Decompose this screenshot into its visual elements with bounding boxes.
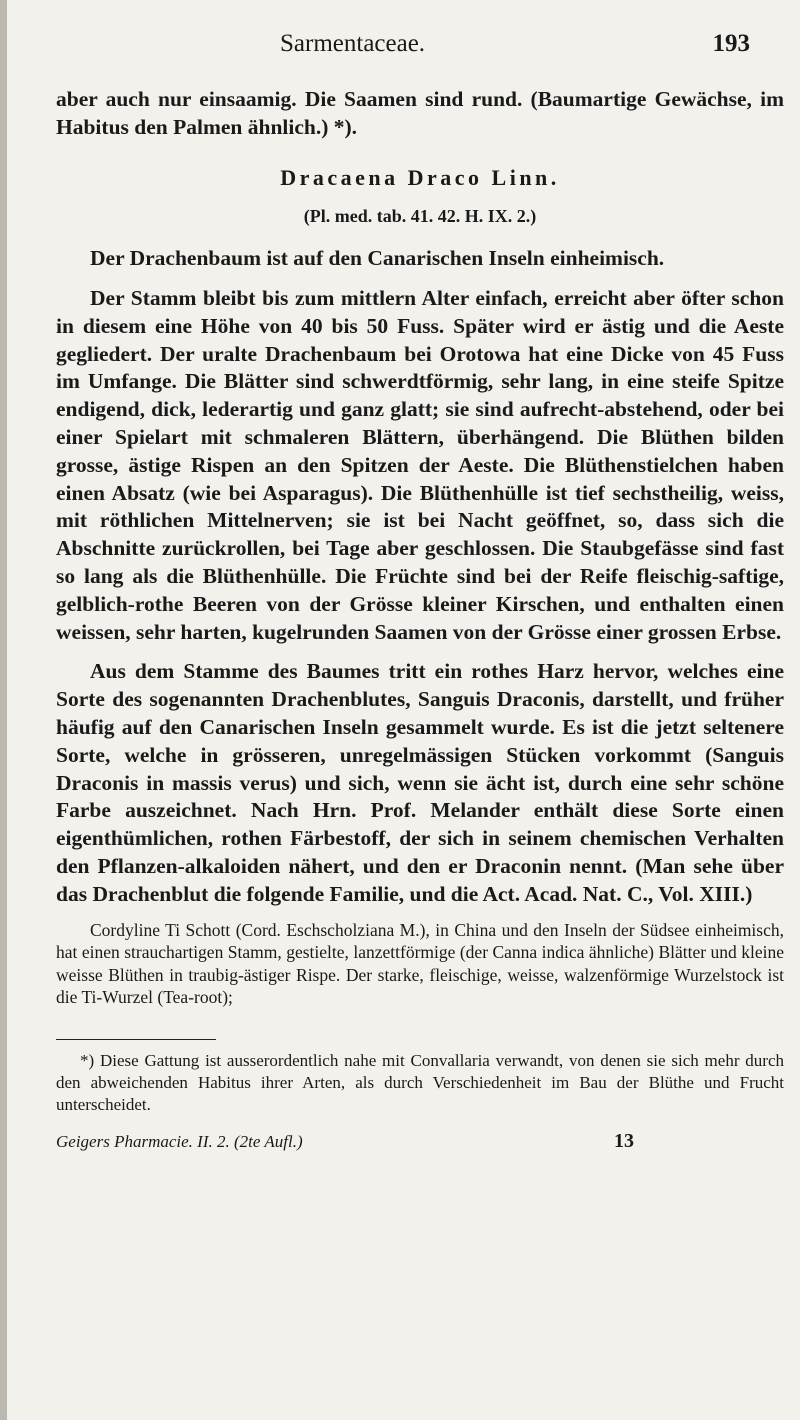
page-body (56, 86, 784, 1155)
footnote-rule (56, 1039, 216, 1040)
page-number: 193 (712, 30, 750, 57)
running-header (280, 30, 750, 58)
intro-paragraph: aber auch nur einsaamig. Die Saamen sind rund. (Baumartige Gewächse, im Habitus den Palmen ähnlich.) *). (56, 87, 784, 139)
species-heading: Dracaena Draco Linn. (280, 164, 560, 190)
paragraph-cordyline: Cordyline Ti Schott (Cord. Eschscholziana M.), in China und den Inseln der Südsee einheimisch, hat einen strauchartigen Stamm, gestielte, lanzettförmige (der Canna indica ähnliche) Blätter und kleine weisse Blüthen in traubig-ästiger Rispe. Der starke, fleischige, weisse, walzenförmige Wurzelstock ist die Ti-Wurzel (Tea-root); (56, 919, 784, 1008)
footer-source: Geigers Pharmacie. II. 2. (2te Aufl.) (56, 1131, 303, 1151)
paragraph-dragon-blood: Aus dem Stamme des Baumes tritt ein rothes Harz hervor, welches eine Sorte des sogenannten Drachenblutes, Sanguis Draconis, darstellt, und früher häufig auf den Canarischen Inseln gesammelt wurde. Es ist die jetzt seltenere Sorte, welche in grösseren, unregelmässigen Stücken vorkommt (Sanguis Draconis in massis verus) und sich, wenn sie ächt ist, durch eine sehr schöne Farbe auszeichnet. Nach Hrn. Prof. Melander enthält diese Sorte einen eigenthümlichen, rothen Färbestoff, der sich in seinem chemischen Verhalten den Pflanzen-alkaloiden nähert, und den er Draconin nennt. (Man sehe über das Drachenblut die folgende Familie, und die Act. Acad. Nat. C., Vol. XIII.) (56, 659, 784, 906)
paragraph-habitat: Der Drachenbaum ist auf den Canarischen Inseln einheimisch. (90, 246, 665, 271)
header-title: Sarmentaceae. (280, 30, 426, 57)
page-edge (0, 0, 7, 1420)
signature-mark: 13 (614, 1129, 634, 1152)
plate-reference: (Pl. med. tab. 41. 42. H. IX. 2.) (303, 206, 537, 227)
footnote: *) Diese Gattung ist ausserordentlich nahe mit Convallaria verwandt, von denen sie sich mehr durch den abweichenden Habitus ihrer Arten, als durch Verschiedenheit im Bau der Blüthe und Frucht unterscheidet. (56, 1050, 784, 1114)
paragraph-description: Der Stamm bleibt bis zum mittlern Alter einfach, erreicht aber öfter schon in diesem eine Höhe von 40 bis 50 Fuss. Später wird er ästig und die Aeste gegliedert. Der uralte Drachenbaum bei Orotowa hat eine Dicke von 45 Fuss im Umfange. Die Blätter sind schwerdtförmig, sehr lang, in eine steife Spitze endigend, dick, lederartig und ganz glatt; sie sind aufrecht-abstehend, oder bei einer Spielart mit schmaleren Blättern, überhängend. Die Blüthen bilden grosse, ästige Rispen an den Spitzen der Aeste. Die Blüthenstielchen haben einen Absatz (wie bei Asparagus). Die Blüthenhülle ist tief sechstheilig, weiss, mit röthlichen Mittelnerven; sie ist bei Nacht geöffnet, so, dass sich die Abschnitte zurückrollen, bei Tage aber geschlossen. Die Staubgefässe sind fast so lang als die Blüthenhülle. Die Früchte sind bei der Reife fleischig-saftige, gelblich-rothe Beeren von der Grösse kleiner Kirschen, und enthalten einen weissen, sehr harten, kugelrunden Saamen von der Grösse einer grossen Erbse. (56, 285, 784, 644)
page-footer (56, 1128, 784, 1156)
